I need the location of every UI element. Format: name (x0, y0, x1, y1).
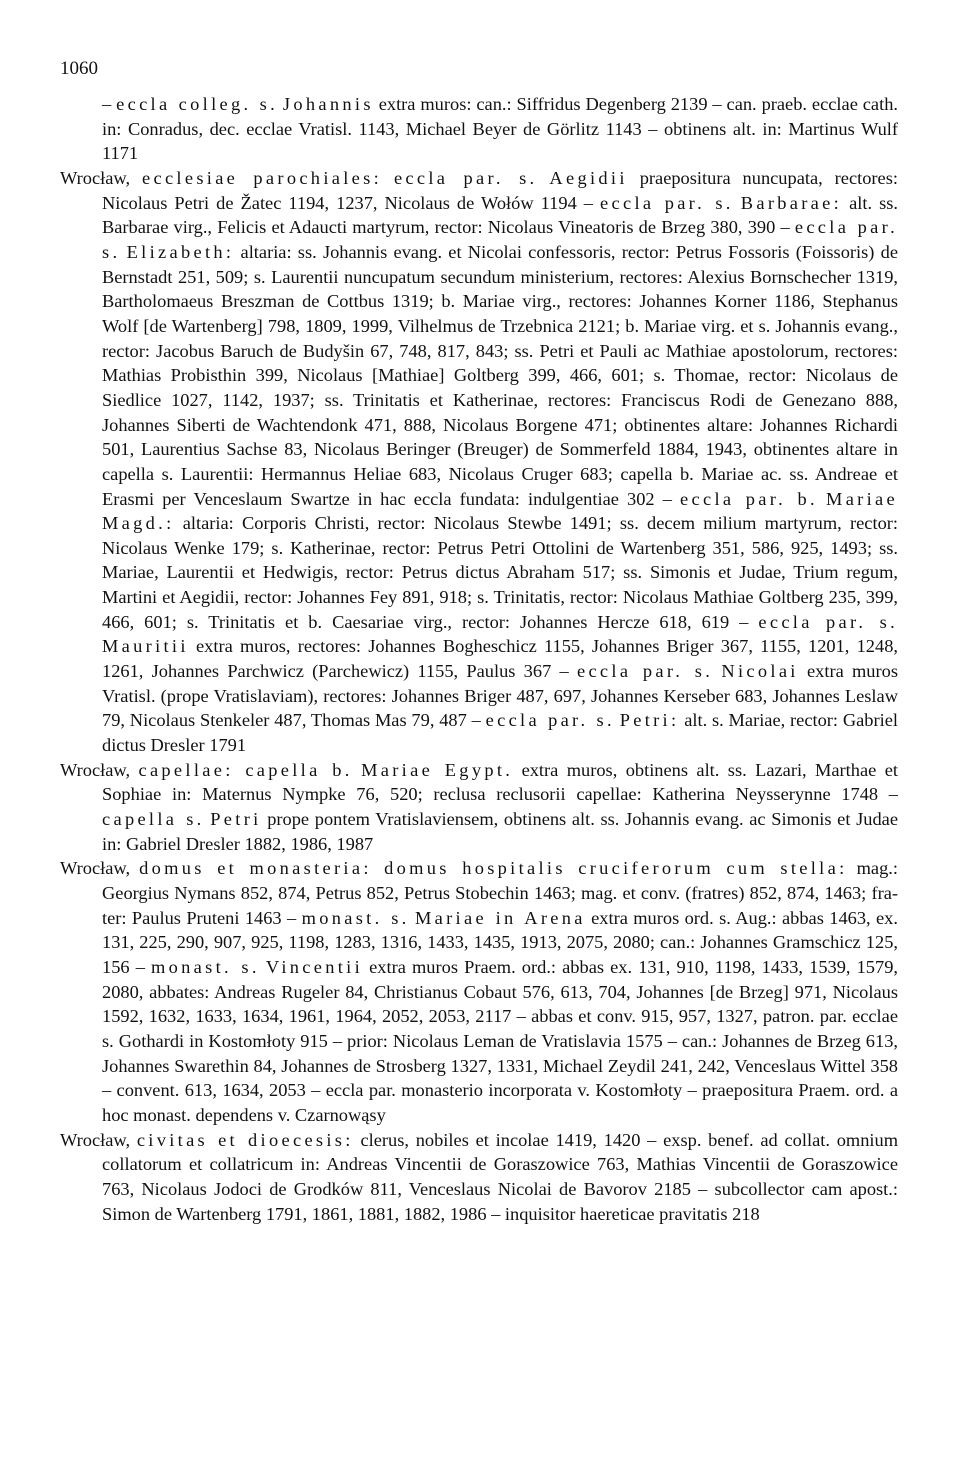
entry-text: Wrocław, (60, 1129, 137, 1150)
entry-text (353, 760, 361, 780)
entry-text: Wrocław, (60, 167, 142, 188)
entry-text: extra muros Praem. ord.: abbas ex. 131, 910, 1198, 1433, 1539, 1579, 2080, abbates: Andreas Rugeler 84, Christianus Cobaut 576, 613, 704, Johannes [de Brzeg] 971, Nicolaus 1592, 1632, 1633, 1634, 1961, 1964, 2052, 2053, 2117 – abbas et conv. 915, 957, 1327, patron. par. ecclae s. Gothardi in Kostomłoty 915 – prior: Nicolaus Leman de Vratislavia 1575 – can.: Johannes de Brzeg 613, Johannes Swarethin 84, Johannes de Strosberg 1327, 1331, Michael Zeydil 241, 242, Venceslaus Wittel 358 – convent. 613, 1634, 2053 – eccla par. monasterio incorporata v. Kostomłoty – praepositura Praem. ord. a hoc monast. dependens v. Czarnowąsy (102, 956, 898, 1125)
entry-text: altaria: ss. Johannis evang. et Nicolai confessoris, rector: Petrus Fossoris (Foissoris) de Bernstadt 251, 509; s. Laurentii nuncupatum secundum ministerium, rectores: Alexius Bornschecher 1319, Bartholomaeus Breszman de Cottbus 1319; b. Mariae virg., rectores: Johannes Korner 1186, Stephanus Wolf [de Wartenberg] 798, 1809, 1999, Vilhelmus de Trzebnica 2121; b. Mariae virg. et s. Johannis evang., rector: Jacobus Baruch de Budyšin 67, 748, 817, 843; ss. Petri et Pauli ac Mathiae apostolorum, rectores: Mathias Probisthin 399, Nicolaus [Mathiae] Goltberg 399, 466, 601; s. Thomae, rector: Nicolaus de Siedlice 1027, 1142, 1937; ss. Trinitatis et Katherinae, rectores: Franciscus Rodi de Genezano 888, Johannes Siberti de Wachtendonk 471, 888, Nicolaus Borgene 471; obtinentes altare: Johannes Richardi 501, Laurentius Sachse 83, Nicolaus Beringer (Breuger) de Sommerfeld 1884, 1943, obtinentes altare in capella s. Laurentii: Hermannus Heliae 683, Nicolaus Cruger 683; capella b. Mariae ac. ss. Andreae et Erasmi per Venceslaum Swartze in hac eccla fundata: indulgentiae 302 – (102, 241, 898, 509)
spaced-heading-text: eccla par. s. (102, 217, 898, 262)
entry-text: extra muros ord. s. Aug.: abbas 1463, ex. 131, 225, 290, 907, 925, 1198, 1283, 1316, 1433, 1435, 1913, 2075, 2080; can.: Johannes Gramschicz 125, 156 – (102, 907, 898, 977)
entry-text: praepositura nuncupata, rectores: Nicolaus Petri de Žatec 1194, 1237, Nicolaus de Wołów 1194 – (102, 167, 898, 213)
spaced-heading-text: Elizabeth: (126, 241, 235, 262)
entry-text (734, 193, 741, 213)
spaced-heading-text: eccla par. b. (680, 488, 818, 509)
entry-text: prope pontem Vratislaviensem, obtinens alt. ss. Johannis evang. ac Simonis et Judae in: Gabriel Dresler 1882, 1986, 1987 (102, 809, 898, 854)
spaced-heading-text: Petri: (619, 710, 680, 731)
index-entry-continuation (60, 92, 898, 166)
entry-text: alt. ss. Barbarae virg., Felicis et Adaucti martyrum, rector: Nicolaus Vineatoris de Brzeg 380, 390 – (102, 192, 898, 238)
index-entries (60, 92, 898, 1226)
spaced-heading-text: capella s. (102, 809, 205, 830)
spaced-heading-text: eccla par. s. (393, 167, 538, 188)
spaced-heading-text: Petri (210, 809, 262, 830)
entry-text (537, 168, 549, 188)
spaced-heading-text: Mariae in Arena (414, 907, 586, 928)
index-entry (60, 166, 898, 758)
spaced-heading-text: eccla par. s. (485, 710, 615, 731)
spaced-heading-text: Aegidii (549, 167, 628, 188)
entry-text (818, 489, 826, 509)
entry-text: extra muros: can.: Siffridus Degenberg 2139 – can. praeb. ecclae cath. in: Conradus, dec. ecclae Vratisl. 1143, Michael Beyer de Görlitz 1143 – obtinens alt. in: Martinus Wulf 1171 (102, 94, 898, 164)
entry-text: – (102, 94, 117, 114)
entry-text: extra muros, obtinens alt. ss. Lazari, Marthae et Sophiae in: Maternus Nympke 76, 520; reclusa reclusorii capellae: Katherina Neysserynne 1748 – (102, 759, 898, 805)
entry-text (382, 168, 394, 188)
entry-text: alt. s. Mariae, rector: Gabriel dictus Dresler 1791 (102, 710, 898, 756)
spaced-heading-text: civitas et dioecesis: (136, 1129, 354, 1150)
spaced-heading-text: eccla colleg. s. (116, 94, 278, 114)
spaced-heading-text: eccla par. s. (600, 192, 734, 213)
entry-text: extra muros Vratisl. (prope Vratislaviam), rectores: Johannes Briger 487, 697, Johannes Kerseber 683, Johannes Leslaw 79, Nicolaus Stenkeler 487, Thomas Mas 79, 487 – (102, 661, 898, 731)
spaced-heading-text: capellae: capella b. (138, 759, 353, 780)
index-entry (60, 758, 898, 857)
spaced-heading-text: Mariae Egypt. (361, 759, 514, 780)
spaced-heading-text: Mariae Magd.: (102, 488, 898, 534)
entry-text: Wrocław, (60, 858, 140, 879)
entry-text: clerus, nobiles et incolae 1419, 1420 – exsp. benef. ad collat. omnium collatorum et collatricum in: Andreas Vincentii de Goraszowice 763, Mathias Vincentii de Goraszowice 763, Nicolaus Jodoci de Grodków 811, Venceslaus Nicolai de Bavorov 2185 – subcollector cam apost.: Simon de Wartenberg 1791, 1861, 1881, 1882, 1986 – inquisitor haereticae pravitatis 218 (102, 1129, 899, 1224)
spaced-heading-text: Nicolai (721, 661, 799, 682)
spaced-heading-text: monast. s. (151, 956, 260, 977)
spaced-heading-text: Vincentii (265, 956, 364, 977)
spaced-heading-text: Johannis (282, 94, 374, 114)
spaced-heading-text: monast. s. (301, 907, 410, 928)
entry-text: altaria: Corporis Christi, rector: Nicolaus Stewbe 1491; ss. decem milium martyrum, rector: Nicolaus Wenke 179; s. Katherinae, rector: Petrus Petri Ottolini de Wartenberg 351, 586, 925, 1493; ss. Mariae, Laurentii et Hedwigis, rector: Petrus dictus Abraham 517; ss. Simonis et Judae, Trium regum, Martini et Aegidii, rector: Johannes Fey 891, 918; s. Trinitatis, rector: Nicolaus Mathiae Goltberg 235, 399, 466, 601; s. Trinitatis et b. Caesariae virg., rector: Johannes Hercze 618, 619 – (102, 513, 898, 632)
index-entry (60, 1128, 898, 1227)
spaced-heading-text: Mauritii (102, 636, 189, 657)
entry-text: extra muros, rectores: Johannes Bogheschicz 1155, Johannes Briger 367, 1155, 1201, 1248, 1261, Johannes Parchwicz (Parchewicz) 1155, Paulus 367 – (102, 636, 898, 682)
spaced-heading-text: domus et monasteria: domus hospitalis cruciferorum cum stella: (139, 858, 848, 879)
entry-text: mag.: Georgius Nymans 852, 874, Petrus 852, Petrus Stobechin 1463; mag. et conv. (fratres) 852, 874, 1463; frater: Paulus Pruteni 1463 – (102, 858, 898, 928)
index-entry (60, 856, 898, 1127)
entry-text: Wrocław, (60, 759, 139, 780)
spaced-heading-text: eccla par. s. (758, 611, 898, 632)
spaced-heading-text: Barbarae: (740, 192, 843, 213)
page-number: 1060 (60, 58, 98, 79)
spaced-heading-text: eccla par. s. (576, 661, 714, 682)
spaced-heading-text: ecclesiae parochiales: (142, 167, 382, 188)
